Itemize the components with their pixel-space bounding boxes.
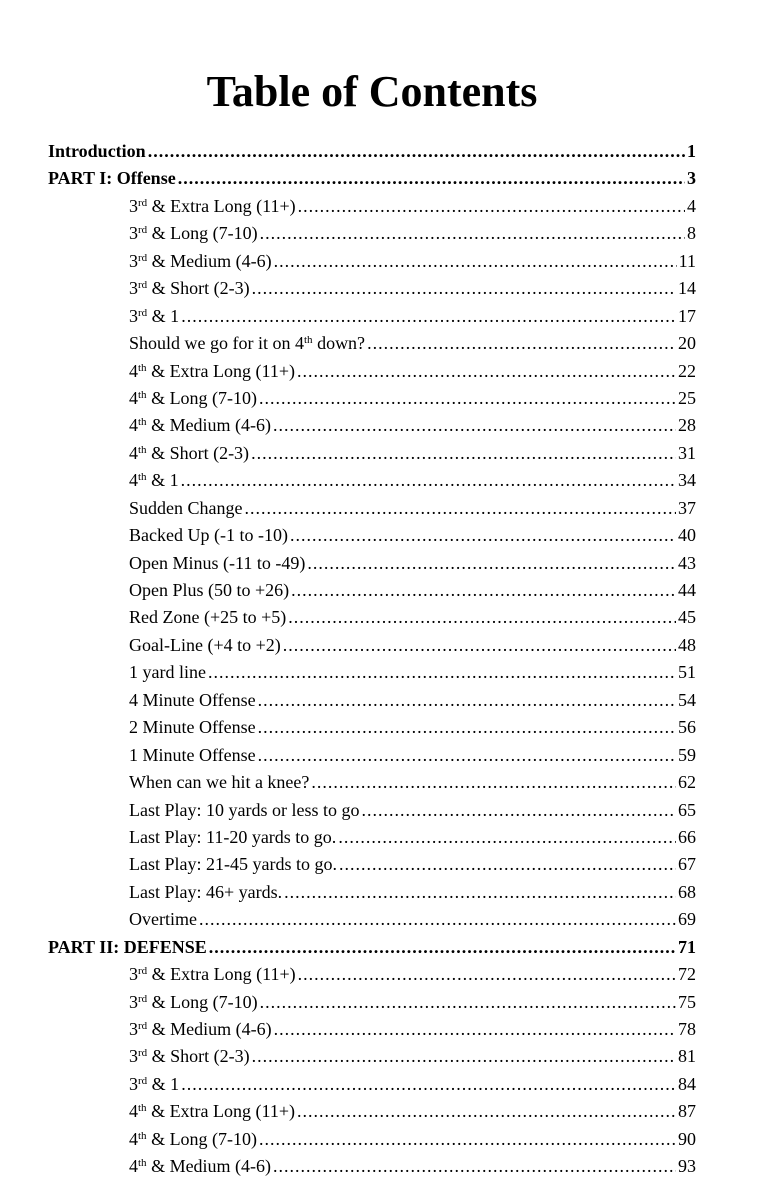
page-number: 28 (678, 415, 696, 436)
toc-entry-text: & Medium (4-6) (147, 1019, 272, 1039)
page-number: 75 (678, 991, 696, 1012)
dot-leader (258, 687, 676, 714)
toc-entry-text: & Extra Long (11+) (147, 195, 296, 216)
page-number: 62 (678, 772, 696, 793)
toc-entry-text: 3 (129, 1019, 138, 1039)
toc-entry-text: & Long (7-10) (146, 387, 258, 408)
page-number: 17 (678, 305, 696, 326)
toc-entry[interactable] (48, 193, 696, 220)
toc-entry-text: & Extra Long (11+) (146, 1101, 296, 1122)
page-number: 67 (678, 854, 696, 875)
toc-entry-text: & Long (7-10) (147, 223, 258, 244)
page-number: 45 (678, 607, 696, 628)
toc-entry-label (129, 412, 271, 439)
page-number: 1 (687, 141, 696, 161)
dot-leader (259, 1126, 676, 1153)
dot-leader (274, 248, 677, 275)
toc-entry-text: 3 (129, 250, 138, 271)
toc-entry[interactable] (48, 687, 696, 714)
toc-entry-text: & Extra Long (11+) (146, 360, 296, 381)
toc-entry-text: down? (312, 333, 366, 354)
toc-entry-text: 3 (129, 1046, 138, 1067)
dot-leader (338, 824, 676, 851)
toc-entry-label (129, 989, 258, 1016)
toc-entry-label (129, 440, 249, 467)
toc-entry-text: Last Play: 21-45 yards to go. (129, 854, 337, 875)
toc-entry-text: 3 (129, 964, 138, 985)
toc-entry-label (129, 714, 256, 741)
ordinal-suffix: th (138, 1157, 147, 1170)
toc-entry-text: 3 (129, 1073, 138, 1094)
toc-entry[interactable] (48, 989, 696, 1016)
dot-leader (290, 522, 676, 549)
dot-leader (181, 1071, 676, 1098)
toc-entry[interactable] (48, 385, 696, 412)
toc-entry-label (48, 138, 146, 165)
page-number: 44 (678, 580, 696, 600)
ordinal-suffix: rd (138, 992, 148, 1005)
toc-entry-label (129, 632, 281, 659)
ordinal-suffix: rd (138, 306, 148, 319)
ordinal-suffix: rd (138, 224, 148, 237)
toc-entry-text: 4 (129, 1101, 138, 1122)
page-number: 14 (678, 278, 696, 299)
page-number: 54 (678, 689, 696, 710)
ordinal-suffix: rd (138, 1047, 148, 1060)
dot-leader (283, 632, 676, 659)
toc-entry-text: Open Minus (-11 to -49) (129, 552, 306, 573)
toc-entry-text: PART II: DEFENSE (48, 936, 207, 957)
page-number: 90 (678, 1128, 696, 1149)
ordinal-suffix: th (138, 443, 147, 456)
toc-entry-text: 4 Minute Offense (129, 689, 256, 710)
toc-entry-label (129, 193, 296, 220)
toc-entry-label (129, 1126, 257, 1153)
toc-entry-text: & Long (7-10) (147, 991, 258, 1012)
toc-entry-text: Sudden Change (129, 497, 243, 518)
dot-leader (258, 714, 676, 741)
toc-entry[interactable] (48, 330, 696, 357)
dot-leader (244, 495, 676, 522)
page-number: 4 (687, 195, 696, 216)
page-number: 93 (678, 1156, 696, 1177)
toc-entry-label (48, 165, 176, 192)
toc-entry[interactable] (48, 1071, 696, 1098)
toc-entry[interactable] (48, 769, 696, 796)
ordinal-suffix: th (138, 471, 147, 484)
ordinal-suffix: th (138, 416, 147, 429)
dot-leader (311, 769, 676, 796)
dot-leader (274, 1016, 676, 1043)
page-number: 40 (678, 525, 696, 546)
page-number: 81 (678, 1046, 696, 1067)
toc-entry[interactable] (48, 1016, 696, 1043)
toc-entry-label (129, 275, 250, 302)
toc-entry[interactable] (48, 467, 696, 494)
toc-entry-text: Overtime (129, 909, 197, 930)
page-number: 11 (678, 250, 696, 271)
toc-entry[interactable] (48, 879, 696, 906)
toc-entry-label (129, 1153, 271, 1180)
toc-entry[interactable] (48, 961, 696, 988)
ordinal-suffix: rd (138, 1020, 148, 1032)
toc-entry-text: & 1 (147, 1073, 180, 1094)
toc-entry-text: 2 Minute Offense (129, 717, 256, 738)
toc-entry-text: & 1 (146, 470, 179, 491)
dot-leader (361, 797, 676, 824)
toc-entry-text: When can we hit a knee? (129, 772, 310, 793)
toc-entry-text: Last Play: 46+ yards. (129, 881, 283, 902)
toc-entry-text: & Extra Long (11+) (147, 964, 296, 985)
toc-part-entry[interactable] (48, 165, 696, 192)
toc-entry[interactable] (48, 440, 696, 467)
page-number: 37 (678, 497, 696, 518)
toc-entry-text: 4 (129, 1128, 138, 1149)
dot-leader (273, 412, 676, 439)
dot-leader (297, 1098, 676, 1125)
toc-entry[interactable] (48, 1098, 696, 1125)
toc-entry[interactable] (48, 824, 696, 851)
toc-part-entry[interactable] (48, 138, 696, 165)
toc-entry-text: & Medium (4-6) (146, 1156, 272, 1177)
page-number: 56 (678, 717, 696, 738)
toc-entry[interactable] (48, 632, 696, 659)
toc-entry-text: & Short (2-3) (146, 442, 250, 463)
toc-entry[interactable] (48, 1043, 696, 1070)
dot-leader (148, 138, 685, 165)
toc-entry-text: PART I: Offense (48, 168, 176, 189)
toc-entry-label (129, 1098, 295, 1125)
toc-entry[interactable] (48, 495, 696, 522)
toc-entry-label (129, 550, 305, 577)
toc-entry-text: Last Play: 10 yards or less to go (129, 799, 360, 820)
dot-leader (178, 165, 685, 192)
page-number: 43 (678, 552, 696, 573)
toc-entry[interactable] (48, 714, 696, 741)
toc-entry-label (129, 1043, 250, 1070)
page-number: 68 (678, 881, 696, 902)
toc-entry-label (129, 687, 256, 714)
toc-entry-text: & Short (2-3) (147, 278, 250, 299)
toc-entry-label (129, 358, 295, 385)
toc-entry-text: 4 (129, 415, 138, 436)
ordinal-suffix: rd (138, 251, 148, 264)
toc-entry[interactable] (48, 1153, 696, 1180)
toc-entry[interactable] (48, 522, 696, 549)
toc-entry-label (129, 742, 256, 769)
toc-entry-label (48, 934, 207, 961)
toc-entry[interactable] (48, 412, 696, 439)
page-number: 25 (678, 387, 696, 408)
toc-entry-label (129, 385, 257, 412)
toc-entry-text: & Medium (4-6) (146, 415, 272, 436)
toc-entry-text: 3 (129, 991, 138, 1012)
page-number: 51 (678, 662, 696, 683)
toc-entry[interactable] (48, 906, 696, 933)
ordinal-suffix: th (138, 388, 147, 401)
page-number: 72 (678, 964, 696, 985)
ordinal-suffix: th (138, 1102, 147, 1115)
toc-entry-label (129, 577, 289, 604)
page-number: 65 (678, 799, 696, 820)
toc-entry-label (129, 522, 288, 549)
toc-entry-label (129, 906, 197, 933)
dot-leader (181, 303, 676, 330)
table-of-contents (48, 138, 696, 1181)
dot-leader (260, 220, 685, 247)
toc-entry-text: & 1 (147, 305, 180, 326)
page-number: 69 (678, 909, 696, 930)
dot-leader (367, 330, 676, 357)
dot-leader (298, 961, 676, 988)
page-number: 34 (678, 470, 696, 491)
toc-entry-text: Red Zone (+25 to +5) (129, 607, 287, 628)
dot-leader (259, 385, 676, 412)
page-number: 3 (687, 168, 696, 189)
page-number: 71 (678, 936, 696, 957)
toc-entry-text: Should we go for it on 4 (129, 333, 304, 354)
dot-leader (252, 275, 676, 302)
dot-leader (258, 742, 676, 769)
toc-entry-text: 1 Minute Offense (129, 744, 256, 765)
dot-leader (339, 851, 676, 878)
toc-entry-text: 4 (129, 442, 138, 463)
toc-entry-text: Open Plus (50 to +26) (129, 580, 290, 600)
dot-leader (291, 577, 676, 604)
toc-entry[interactable] (48, 577, 696, 604)
page-number: 20 (678, 333, 696, 354)
dot-leader (284, 879, 676, 906)
toc-entry-text: & Medium (4-6) (147, 250, 272, 271)
dot-leader (199, 906, 676, 933)
toc-entry-text: 3 (129, 278, 138, 299)
toc-entry-text: Introduction (48, 141, 146, 161)
toc-entry[interactable] (48, 1126, 696, 1153)
ordinal-suffix: rd (138, 1074, 148, 1087)
toc-entry[interactable] (48, 851, 696, 878)
toc-entry-text: Last Play: 11-20 yards to go. (129, 826, 337, 847)
toc-entry-label (129, 604, 286, 631)
toc-entry-label (129, 248, 272, 275)
toc-entry-text: 4 (129, 1156, 138, 1177)
toc-entry-label (129, 659, 206, 686)
toc-entry[interactable] (48, 742, 696, 769)
toc-entry-label (129, 879, 282, 906)
page-title: Table of Contents (206, 67, 538, 116)
toc-entry[interactable] (48, 248, 696, 275)
toc-entry[interactable] (48, 797, 696, 824)
ordinal-suffix: th (138, 1129, 147, 1142)
toc-entry-label (129, 797, 359, 824)
toc-entry-label (129, 495, 242, 522)
toc-entry-text: 4 (129, 360, 138, 381)
dot-leader (251, 440, 676, 467)
toc-entry[interactable] (48, 220, 696, 247)
ordinal-suffix: th (304, 334, 313, 347)
ordinal-suffix: rd (138, 196, 148, 209)
toc-entry-label (129, 220, 258, 247)
toc-entry-text: & Short (2-3) (147, 1046, 250, 1067)
toc-entry[interactable] (48, 659, 696, 686)
toc-entry-label (129, 824, 336, 851)
dot-leader (273, 1153, 676, 1180)
dot-leader (260, 989, 676, 1016)
toc-entry-label (129, 467, 179, 494)
toc-entry[interactable] (48, 604, 696, 631)
toc-entry[interactable] (48, 358, 696, 385)
toc-entry-label (129, 851, 337, 878)
toc-part-entry[interactable] (48, 934, 696, 961)
dot-leader (209, 934, 676, 961)
toc-entry[interactable] (48, 275, 696, 302)
dot-leader (252, 1043, 676, 1070)
page-number: 48 (678, 634, 696, 655)
toc-entry-text: 4 (129, 470, 138, 491)
page-number: 66 (678, 826, 696, 847)
toc-entry-text: 3 (129, 223, 138, 244)
ordinal-suffix: rd (138, 279, 148, 292)
page-number: 78 (678, 1019, 696, 1039)
toc-entry-text: & Long (7-10) (146, 1128, 258, 1149)
page-number: 22 (678, 360, 696, 381)
toc-entry-text: Goal-Line (+4 to +2) (129, 634, 281, 655)
toc-entry-label (129, 1071, 179, 1098)
page-number: 87 (678, 1101, 696, 1122)
page-number: 8 (687, 223, 696, 244)
dot-leader (181, 467, 676, 494)
dot-leader (297, 358, 676, 385)
toc-entry-label (129, 769, 309, 796)
dot-leader (307, 550, 676, 577)
dot-leader (208, 659, 676, 686)
ordinal-suffix: th (138, 361, 147, 374)
toc-entry-text: 1 yard line (129, 662, 206, 683)
page-number: 31 (678, 442, 696, 463)
dot-leader (288, 604, 676, 631)
toc-entry[interactable] (48, 550, 696, 577)
toc-entry-text: 3 (129, 195, 138, 216)
toc-entry[interactable] (48, 303, 696, 330)
dot-leader (298, 193, 685, 220)
page-number: 59 (678, 744, 696, 765)
toc-entry-text: Backed Up (-1 to -10) (129, 525, 288, 546)
toc-entry-text: 3 (129, 305, 138, 326)
toc-entry-label (129, 961, 296, 988)
toc-entry-label (129, 303, 179, 330)
toc-entry-label (129, 1016, 272, 1043)
toc-entry-label (129, 330, 365, 357)
ordinal-suffix: rd (138, 965, 148, 978)
toc-entry-text: 4 (129, 387, 138, 408)
page-number: 84 (678, 1073, 696, 1094)
